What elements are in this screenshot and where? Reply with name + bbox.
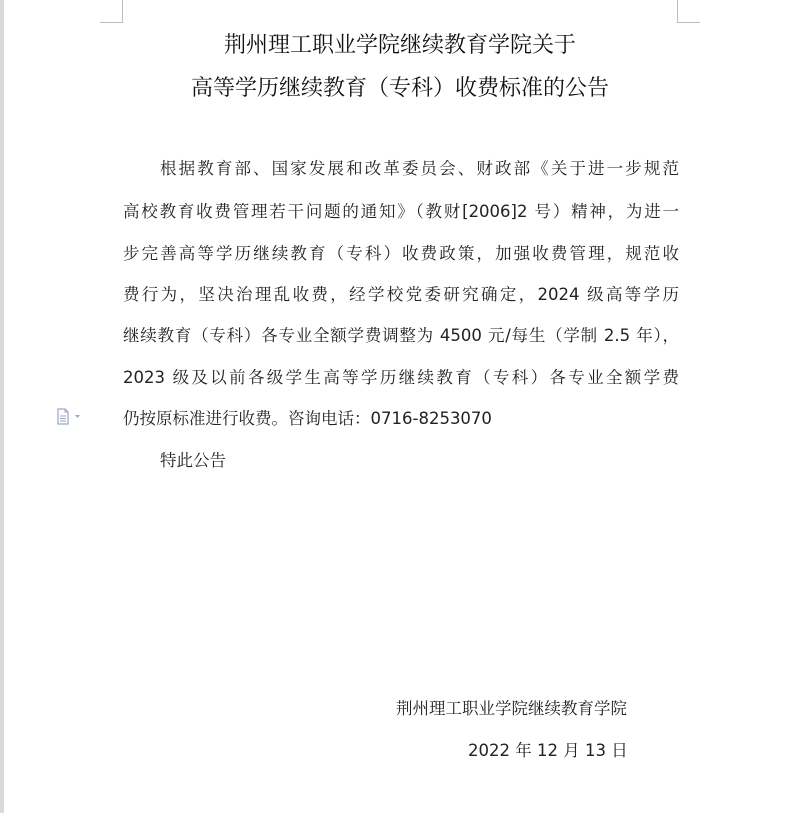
- paragraph-line: 继续教育（专科）各专业全额学费调整为 4500 元/每生（学制 2.5 年），: [123, 326, 679, 345]
- page-corner-mark-right: [677, 0, 700, 23]
- paragraph-line: 2023 级及以前各级学生高等学历继续教育（专科）各专业全额学费: [123, 368, 679, 387]
- paragraph-line: 费行为，坚决治理乱收费，经学校党委研究确定，2024 级高等学历: [123, 285, 679, 304]
- page-left-edge: [0, 0, 4, 813]
- paragraph-line: 高校教育收费管理若干问题的通知》（教财[2006]2 号）精神，为进一: [123, 202, 679, 221]
- signature-organization: 荆州理工职业学院继续教育学院: [396, 699, 627, 718]
- document-title-line-2: 高等学历继续教育（专科）收费标准的公告: [190, 76, 609, 101]
- page-corner-mark-left: [100, 0, 123, 23]
- document-options-icon[interactable]: [56, 407, 86, 427]
- paragraph-line: 根据教育部、国家发展和改革委员会、财政部《关于进一步规范: [160, 159, 679, 178]
- document-title-line-1: 荆州理工职业学院继续教育学院关于: [223, 33, 576, 58]
- notice-closing: 特此公告: [160, 451, 226, 470]
- paragraph-line: 步完善高等学历继续教育（专科）收费政策，加强收费管理，规范收: [123, 244, 679, 263]
- paragraph-line: 仍按原标准进行收费。咨询电话：0716-8253070: [123, 409, 492, 428]
- signature-date: 2022 年 12 月 13 日: [468, 741, 628, 760]
